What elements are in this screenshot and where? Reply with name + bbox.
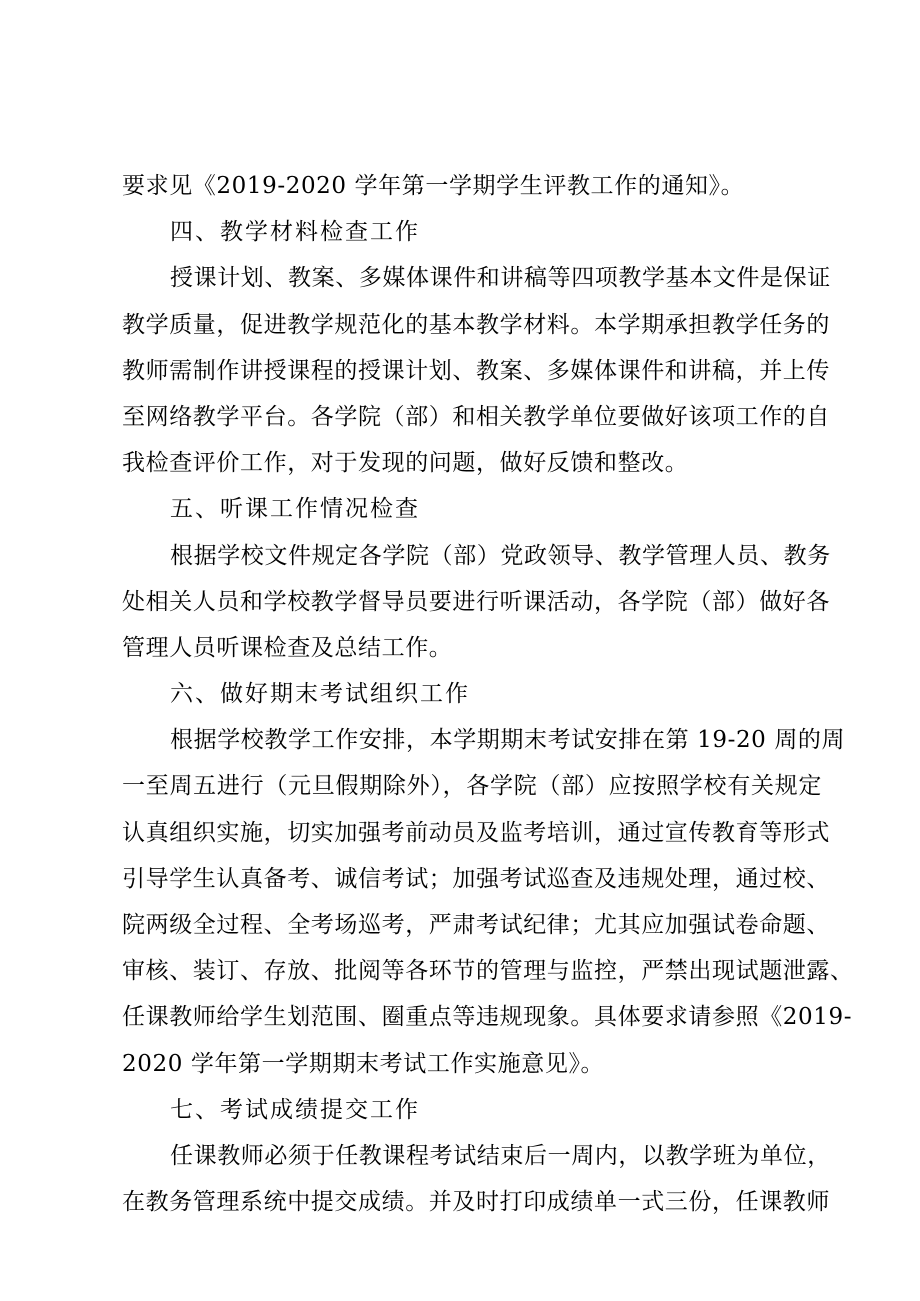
body-line: 任课教师必须于任教课程考试结束后一周内，以教学班为单位，	[170, 1142, 831, 1169]
section-heading: 六、做好期末考试组织工作	[170, 681, 470, 708]
body-line: 根据学校教学工作安排，本学期期末考试安排在第 19-20 周的周	[170, 727, 846, 754]
body-line: 认真组织实施，切实加强考前动员及监考培训，通过宣传教育等形式	[122, 819, 830, 846]
body-line: 引导学生认真备考、诚信考试；加强考试巡查及违规处理，通过校、	[122, 865, 830, 892]
section-heading: 五、听课工作情况检查	[170, 496, 420, 523]
body-line: 根据学校文件规定各学院（部）党政领导、教学管理人员、教务	[170, 542, 831, 569]
body-line: 任课教师给学生划范围、圈重点等违规现象。具体要求请参照《2019-	[122, 1004, 853, 1031]
body-line: 要求见《2019-2020 学年第一学期学生评教工作的通知》。	[122, 173, 745, 199]
body-line: 教师需制作讲授课程的授课计划、教案、多媒体课件和讲稿，并上传	[122, 357, 830, 384]
body-line: 审核、装订、存放、批阅等各环节的管理与监控，严禁出现试题泄露、	[122, 958, 854, 985]
body-line: 院两级全过程、全考场巡考，严肃考试纪律；尤其应加强试卷命题、	[122, 912, 830, 938]
body-line: 授课计划、教案、多媒体课件和讲稿等四项教学基本文件是保证	[170, 265, 831, 292]
section-heading: 四、教学材料检查工作	[170, 219, 420, 246]
body-line: 一至周五进行（元旦假期除外），各学院（部）应按照学校有关规定	[122, 773, 822, 800]
body-line: 我检查评价工作，对于发现的问题，做好反馈和整改。	[122, 450, 689, 477]
section-heading: 七、考试成绩提交工作	[170, 1096, 420, 1123]
document-page	[122, 163, 854, 1225]
body-line: 在教务管理系统中提交成绩。并及时打印成绩单一式三份，任课教师	[122, 1189, 830, 1216]
body-line: 管理人员听课检查及总结工作。	[122, 634, 453, 661]
body-line: 至网络教学平台。各学院（部）和相关教学单位要做好该项工作的自	[122, 403, 830, 430]
body-line: 2020 学年第一学期期末考试工作实施意见》。	[122, 1050, 605, 1077]
body-line: 处相关人员和学校教学督导员要进行听课活动，各学院（部）做好各	[122, 588, 830, 615]
body-line: 教学质量，促进教学规范化的基本教学材料。本学期承担教学任务的	[122, 311, 830, 338]
